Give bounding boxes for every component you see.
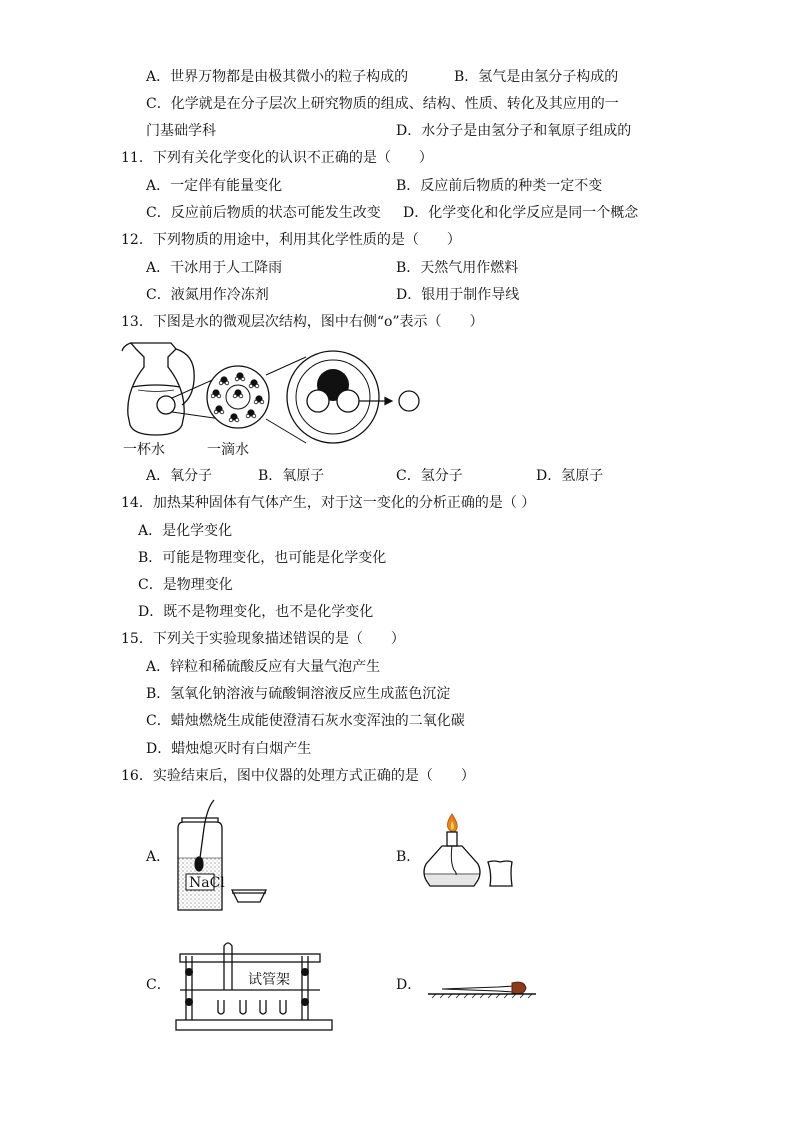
test-tube-rack-figure — [172, 948, 337, 1036]
q13-option-a: A．氧分子 — [146, 468, 213, 484]
reagent-bottle-figure — [170, 798, 285, 916]
q11-option-c: C．反应前后物质的状态可能发生改变 — [146, 205, 381, 221]
q15-option-a: A．锌粒和稀硫酸反应有大量气泡产生 — [146, 659, 381, 675]
q11-option-a: A．一定伴有能量变化 — [146, 178, 283, 194]
q12-option-a: A．干冰用于人工降雨 — [146, 260, 283, 276]
drop-marker — [157, 396, 175, 414]
q12-stem: 12．下列物质的用途中，利用其化学性质的是（ ） — [121, 232, 461, 248]
q15-option-d: D．蜡烛熄灭时有白烟产生 — [146, 741, 312, 757]
q13-label-cup: 一杯水 — [123, 442, 165, 458]
q10-option-d: D．水分子是由氢分子和氧原子组成的 — [396, 123, 632, 139]
q11-stem: 11．下列有关化学变化的认识不正确的是（ ） — [121, 150, 433, 166]
q14-option-a: A．是化学变化 — [138, 523, 233, 539]
q15-option-b: B．氢氧化钠溶液与硫酸铜溶液反应生成蓝色沉淀 — [146, 686, 451, 702]
q13-option-b: B．氧原子 — [258, 468, 325, 484]
q11-option-b: B．反应前后物质的种类一定不变 — [396, 178, 603, 194]
q12-option-c: C．液氮用作冷冻剂 — [146, 287, 269, 303]
rack-label: 试管架 — [248, 972, 290, 988]
q14-option-c: C．是物理变化 — [138, 577, 233, 593]
single-atom-circle — [399, 391, 419, 411]
q16-option-c: C． — [146, 977, 171, 993]
q10-option-c-line1: C．化学就是在分子层次上研究物质的组成、结构、性质、转化及其应用的一 — [146, 96, 619, 112]
water-molecule-magnified — [287, 351, 379, 443]
q11-option-d: D．化学变化和化学反应是同一个概念 — [403, 205, 639, 221]
bottle-label-nacl: NaCl — [189, 875, 225, 891]
q16-option-a: A． — [146, 849, 171, 865]
q14-option-d: D．既不是物理变化，也不是化学变化 — [138, 604, 374, 620]
q15-stem: 15．下列关于实验现象描述错误的是（ ） — [121, 631, 405, 647]
q12-option-b: B．天然气用作燃料 — [396, 260, 519, 276]
q14-stem: 14．加热某种固体有气体产生，对于这一变化的分析正确的是（ ） — [121, 495, 536, 511]
q12-option-d: D．银用于制作导线 — [396, 287, 520, 303]
q15-option-c: C．蜡烛燃烧生成能使澄清石灰水变浑浊的二氧化碳 — [146, 713, 465, 729]
q10-option-a: A．世界万物都是由极其微小的粒子构成的 — [146, 69, 409, 85]
q13-stem: 13．下图是水的微观层次结构，图中右侧“o”表示（ ） — [121, 314, 484, 330]
q10-option-c-line2: 门基础学科 — [146, 123, 216, 139]
q13-option-d: D．氢原子 — [536, 468, 604, 484]
drop-magnified — [207, 366, 269, 428]
dropper-on-table-figure — [428, 976, 538, 1000]
q16-option-d: D． — [396, 977, 422, 993]
q14-option-b: B．可能是物理变化，也可能是化学变化 — [138, 550, 387, 566]
q16-stem: 16．实验结束后，图中仪器的处理方式正确的是（ ） — [121, 768, 475, 784]
alcohol-lamp-figure — [420, 812, 530, 902]
q13-label-drop: 一滴水 — [207, 442, 249, 458]
q13-option-c: C．氢分子 — [396, 468, 463, 484]
q16-option-b: B． — [396, 849, 421, 865]
water-jug-illustration — [122, 343, 194, 435]
q10-option-b: B．氢气是由氢分子构成的 — [454, 69, 619, 85]
